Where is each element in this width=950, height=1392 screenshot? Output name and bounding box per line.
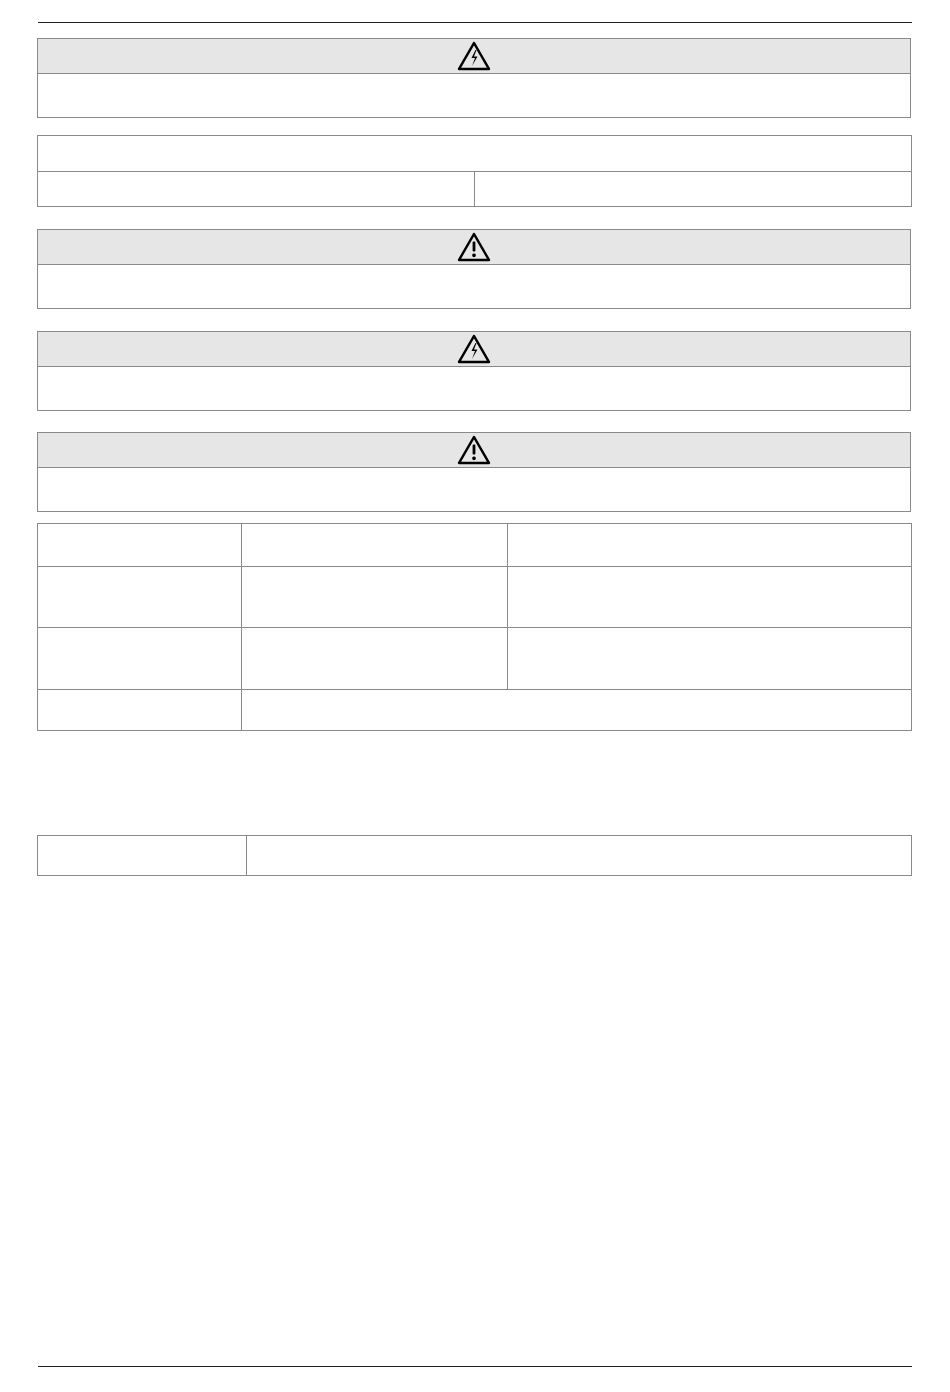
table-cell xyxy=(242,628,508,690)
table-cell xyxy=(38,628,242,690)
warning-block-general xyxy=(37,432,911,512)
warning-text xyxy=(38,265,910,277)
electric-shock-warning-icon xyxy=(457,334,491,364)
table-cell xyxy=(38,524,242,567)
info-table-right-cell xyxy=(475,172,912,207)
warning-header xyxy=(38,332,910,367)
table-cell xyxy=(242,567,508,628)
table-cell xyxy=(242,524,508,567)
table-row xyxy=(38,836,912,876)
table-cell xyxy=(508,524,912,567)
warning-text xyxy=(38,74,910,86)
warning-header xyxy=(38,433,910,468)
table-row xyxy=(38,567,912,628)
header-rule xyxy=(38,22,912,23)
footer-rule xyxy=(38,1366,912,1367)
warning-block-general xyxy=(37,229,911,309)
info-table-title xyxy=(38,136,912,172)
info-table xyxy=(37,135,912,207)
table-cell xyxy=(242,690,912,731)
warning-block-electric xyxy=(37,38,911,118)
spec-table xyxy=(37,523,912,731)
info-table-left-cell xyxy=(38,172,475,207)
table-cell xyxy=(508,567,912,628)
warning-text xyxy=(38,468,910,480)
bottom-table xyxy=(37,835,912,876)
general-warning-icon xyxy=(457,232,491,262)
table-row xyxy=(38,524,912,567)
table-row xyxy=(38,628,912,690)
table-cell xyxy=(38,836,247,876)
table-cell xyxy=(247,836,912,876)
warning-block-electric xyxy=(37,331,911,411)
general-warning-icon xyxy=(457,435,491,465)
electric-shock-warning-icon xyxy=(457,41,491,71)
table-row xyxy=(38,690,912,731)
table-cell xyxy=(508,628,912,690)
table-cell xyxy=(38,690,242,731)
warning-text xyxy=(38,367,910,379)
warning-header xyxy=(38,39,910,74)
warning-header xyxy=(38,230,910,265)
table-cell xyxy=(38,567,242,628)
